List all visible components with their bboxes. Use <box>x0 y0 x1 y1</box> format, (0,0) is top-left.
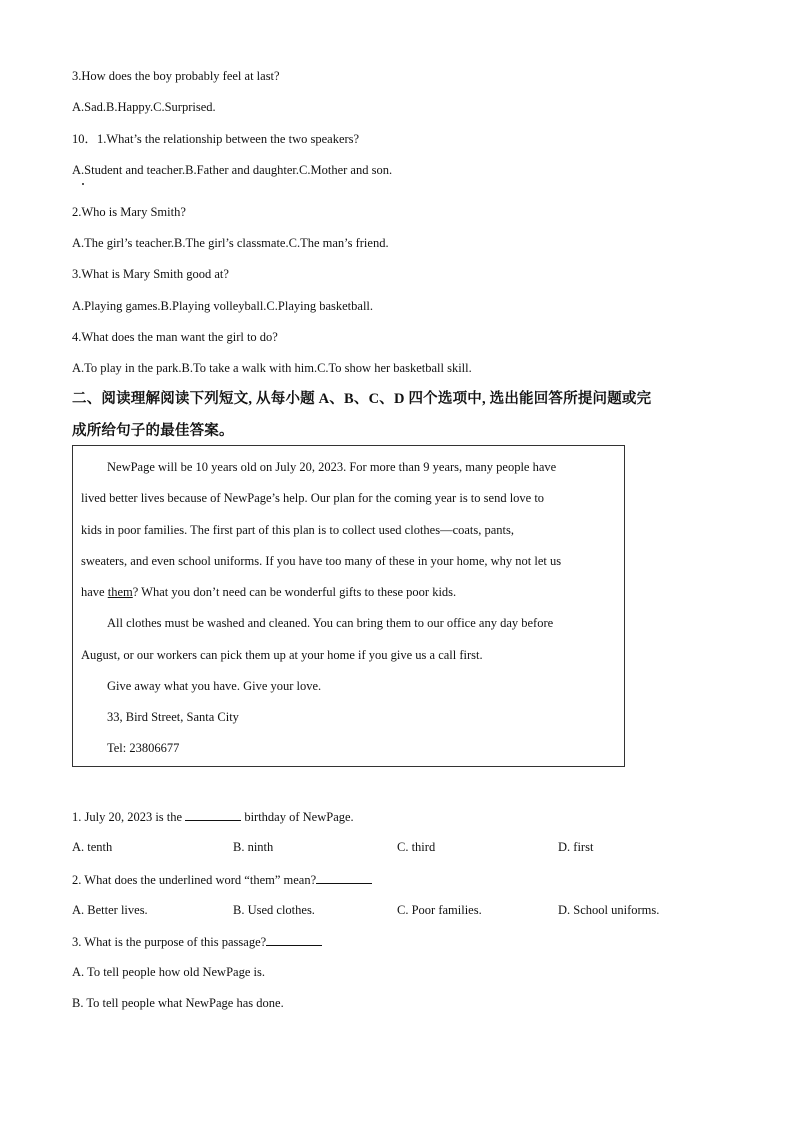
q2-option-d: D. School uniforms. <box>558 903 660 917</box>
q1-option-a: A. tenth <box>72 840 113 854</box>
question-3-text: 3. What is the purpose of this passage? <box>72 935 267 949</box>
question-1-pre: 1. July 20, 2023 is the <box>72 810 186 824</box>
q10-2-question: 2.Who is Mary Smith? <box>72 205 186 219</box>
answer-blank <box>185 808 241 821</box>
passage-line-5-pre: have <box>81 585 108 599</box>
q10-4-options: A.To play in the park.B.To take a walk with him.C.To show her basketball skill. <box>72 361 472 375</box>
q1-option-d: D. first <box>558 840 594 854</box>
underlined-word-them: them <box>107 585 133 599</box>
q10-4-question: 4.What does the man want the girl to do? <box>72 330 278 344</box>
q10-3-options: A.Playing games.B.Playing volleyball.C.Playing basketball. <box>72 299 374 313</box>
answer-blank <box>266 933 322 946</box>
q3-option-a: A. To tell people how old NewPage is. <box>72 965 265 979</box>
question-3 <box>72 933 322 950</box>
passage-line-1: NewPage will be 10 years old on July 20, 2023. For more than 9 years, many people have <box>107 460 557 474</box>
q1-option-b: B. ninth <box>233 840 274 854</box>
question-2 <box>72 871 372 888</box>
question-1 <box>72 808 354 825</box>
passage-line-6: All clothes must be washed and cleaned. You can bring them to our office any day before <box>107 616 554 630</box>
passage-box <box>72 445 625 767</box>
question-2-text: 2. What does the underlined word “them” mean? <box>72 873 317 887</box>
q10-1-options: A.Student and teacher.B.Father and daughter.C.Mother and son. <box>72 163 393 177</box>
passage-telephone: Tel: 23806677 <box>107 741 180 755</box>
q2-option-c: C. Poor families. <box>397 903 482 917</box>
q3-option-b: B. To tell people what NewPage has done. <box>72 996 284 1010</box>
passage-line-2: lived better lives because of NewPage’s help. Our plan for the coming year is to send love to <box>81 491 545 505</box>
q10-2-options: A.The girl’s teacher.B.The girl’s classmate.C.The man’s friend. <box>72 236 389 250</box>
q1-option-c: C. third <box>397 840 436 854</box>
q2-option-b: B. Used clothes. <box>233 903 315 917</box>
stray-dot <box>82 183 84 185</box>
section-heading-line2: 成所给句子的最佳答案。 <box>72 423 234 439</box>
q10-intro: 10．1.What’s the relationship between the two speakers? <box>72 132 360 146</box>
passage-line-7: August, or our workers can pick them up at your home if you give us a call first. <box>81 648 483 662</box>
q10-3-question: 3.What is Mary Smith good at? <box>72 267 229 281</box>
q9-3-options: A.Sad.B.Happy.C.Surprised. <box>72 100 216 114</box>
section-heading-line1: 二、阅读理解阅读下列短文, 从每小题 A、B、C、D 四个选项中, 选出能回答所提问题或完 <box>72 391 652 407</box>
passage-line-4: sweaters, and even school uniforms. If you have too many of these in your home, why not let us <box>81 554 562 568</box>
passage-line-5 <box>81 584 456 600</box>
q2-option-a: A. Better lives. <box>72 903 148 917</box>
question-1-post: birthday of NewPage. <box>241 810 354 824</box>
passage-line-5-post: ? What you don’t need can be wonderful gifts to these poor kids. <box>132 585 457 599</box>
answer-blank <box>316 871 372 884</box>
q9-3-question: 3.How does the boy probably feel at last? <box>72 69 280 83</box>
passage-slogan: Give away what you have. Give your love. <box>107 679 322 693</box>
passage-address: 33, Bird Street, Santa City <box>107 710 239 724</box>
passage-line-3: kids in poor families. The first part of this plan is to collect used clothes—coats, pants, <box>81 523 515 537</box>
